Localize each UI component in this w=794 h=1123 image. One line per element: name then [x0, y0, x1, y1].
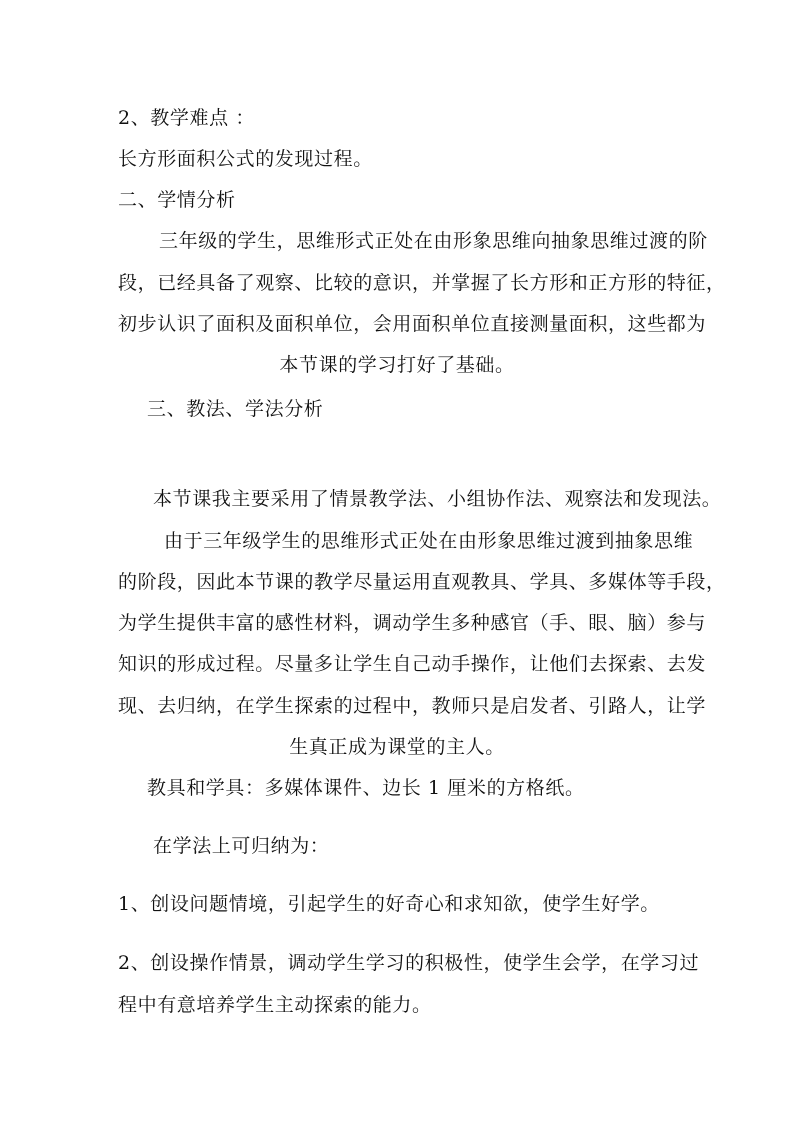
- learner-analysis-line-4: 本节课的学习打好了基础。: [279, 354, 515, 376]
- difficulty-text: 长方形面积公式的发现过程。: [118, 148, 373, 170]
- rationale-line-5: 现、去归纳，在学生探索的过程中，教师只是启发者、引路人，让学: [118, 695, 707, 717]
- methods-paragraph: 本节课我主要采用了情景教学法、小组协作法、观察法和发现法。: [153, 488, 722, 510]
- section-three-heading: 三、教法、学法分析: [147, 398, 324, 420]
- learning-point-2-line-2: 程中有意培养学生主动探索的能力。: [118, 994, 432, 1016]
- learning-methods-intro: 在学法上可归纳为：: [153, 835, 330, 857]
- section-two-heading: 二、学情分析: [118, 189, 236, 211]
- learner-analysis-line-1: 三年级的学生，思维形式正处在由形象思维向抽象思维过渡的阶: [159, 230, 708, 252]
- rationale-line-2: 的阶段，因此本节课的教学尽量运用直观教具、学具、多媒体等手段，: [118, 571, 726, 593]
- learner-analysis-line-2: 段，已经具备了观察、比较的意识，并掌握了长方形和正方形的特征，: [118, 272, 726, 294]
- rationale-line-3: 为学生提供丰富的感性材料，调动学生多种感官（手、眼、脑）参与: [118, 612, 707, 634]
- learning-point-2-line-1: 2、创设操作情景，调动学生学习的积极性，使学生会学，在学习过: [118, 952, 700, 974]
- rationale-line-1: 由于三年级学生的思维形式正处在由形象思维过渡到抽象思维: [164, 530, 694, 552]
- learning-point-1: 1、创设问题情境，引起学生的好奇心和求知欲，使学生好学。: [118, 893, 660, 915]
- teaching-aids: 教具和学具：多媒体课件、边长 1 厘米的方格纸。: [147, 777, 585, 799]
- learner-analysis-line-3: 初步认识了面积及面积单位，会用面积单位直接测量面积，这些都为: [118, 313, 707, 335]
- rationale-line-6: 生真正成为课堂的主人。: [289, 736, 505, 758]
- rationale-line-4: 知识的形成过程。尽量多让学生自己动手操作，让他们去探索、去发: [118, 653, 707, 675]
- difficulty-heading: 2、教学难点 ：: [118, 107, 255, 129]
